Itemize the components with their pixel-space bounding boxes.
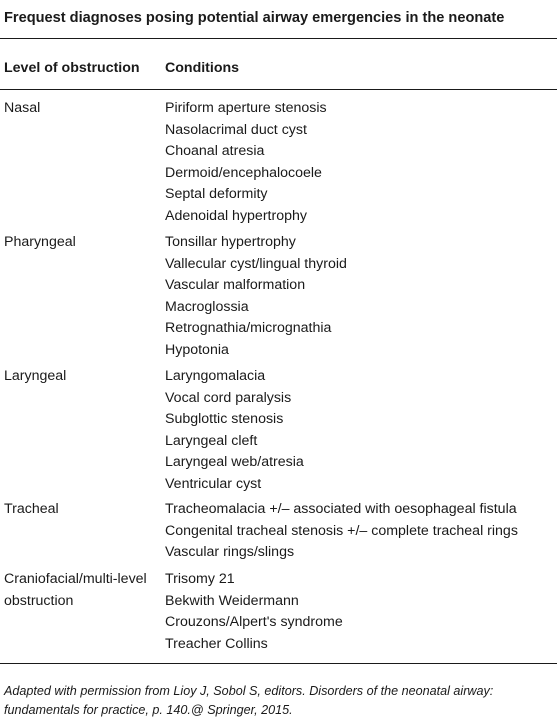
condition-item: Ventricular cyst <box>165 474 555 496</box>
condition-item: Laryngeal cleft <box>165 431 555 453</box>
conditions-list <box>165 98 555 227</box>
level-label: Tracheal <box>4 499 162 521</box>
conditions-list <box>165 569 555 655</box>
condition-item: Treacher Collins <box>165 634 555 656</box>
condition-item: Tonsillar hypertrophy <box>165 232 555 254</box>
condition-item: Vascular rings/slings <box>165 542 555 564</box>
condition-item: Laryngomalacia <box>165 366 555 388</box>
condition-item: Vascular malformation <box>165 275 555 297</box>
level-label-line: Craniofacial/multi-level <box>4 569 162 591</box>
condition-item: Laryngeal web/atresia <box>165 452 555 474</box>
column-header-level: Level of obstruction <box>4 59 140 77</box>
level-label: Nasal <box>4 98 162 120</box>
top-rule <box>0 38 557 39</box>
conditions-list <box>165 499 555 564</box>
condition-item: Vocal cord paralysis <box>165 388 555 410</box>
level-label <box>4 569 162 612</box>
header-rule <box>0 89 557 90</box>
column-header-conditions: Conditions <box>165 59 239 77</box>
condition-item: Macroglossia <box>165 297 555 319</box>
condition-item: Tracheomalacia +/– associated with oesophageal fistula <box>165 499 555 521</box>
condition-item: Congenital tracheal stenosis +/– complete tracheal rings <box>165 521 555 543</box>
condition-item: Vallecular cyst/lingual thyroid <box>165 254 555 276</box>
level-label-line: obstruction <box>4 591 162 613</box>
footnote-line: Adapted with permission from Lioy J, Sobol S, editors. Disorders of the neonatal airway: <box>4 682 554 701</box>
table-title: Frequest diagnoses posing potential airway emergencies in the neonate <box>4 9 504 27</box>
conditions-list <box>165 232 555 361</box>
condition-item: Septal deformity <box>165 184 555 206</box>
condition-item: Hypotonia <box>165 340 555 362</box>
conditions-list <box>165 366 555 495</box>
condition-item: Adenoidal hypertrophy <box>165 206 555 228</box>
condition-item: Nasolacrimal duct cyst <box>165 120 555 142</box>
level-label: Laryngeal <box>4 366 162 388</box>
condition-item: Subglottic stenosis <box>165 409 555 431</box>
condition-item: Trisomy 21 <box>165 569 555 591</box>
bottom-rule <box>0 663 557 664</box>
condition-item: Retrognathia/micrognathia <box>165 318 555 340</box>
condition-item: Crouzons/Alpert's syndrome <box>165 612 555 634</box>
condition-item: Piriform aperture stenosis <box>165 98 555 120</box>
condition-item: Choanal atresia <box>165 141 555 163</box>
footnote-line: fundamentals for practice, p. 140.@ Springer, 2015. <box>4 701 554 719</box>
condition-item: Dermoid/encephalocoele <box>165 163 555 185</box>
level-label: Pharyngeal <box>4 232 162 254</box>
condition-item: Bekwith Weidermann <box>165 591 555 613</box>
table-footnote <box>4 682 554 719</box>
